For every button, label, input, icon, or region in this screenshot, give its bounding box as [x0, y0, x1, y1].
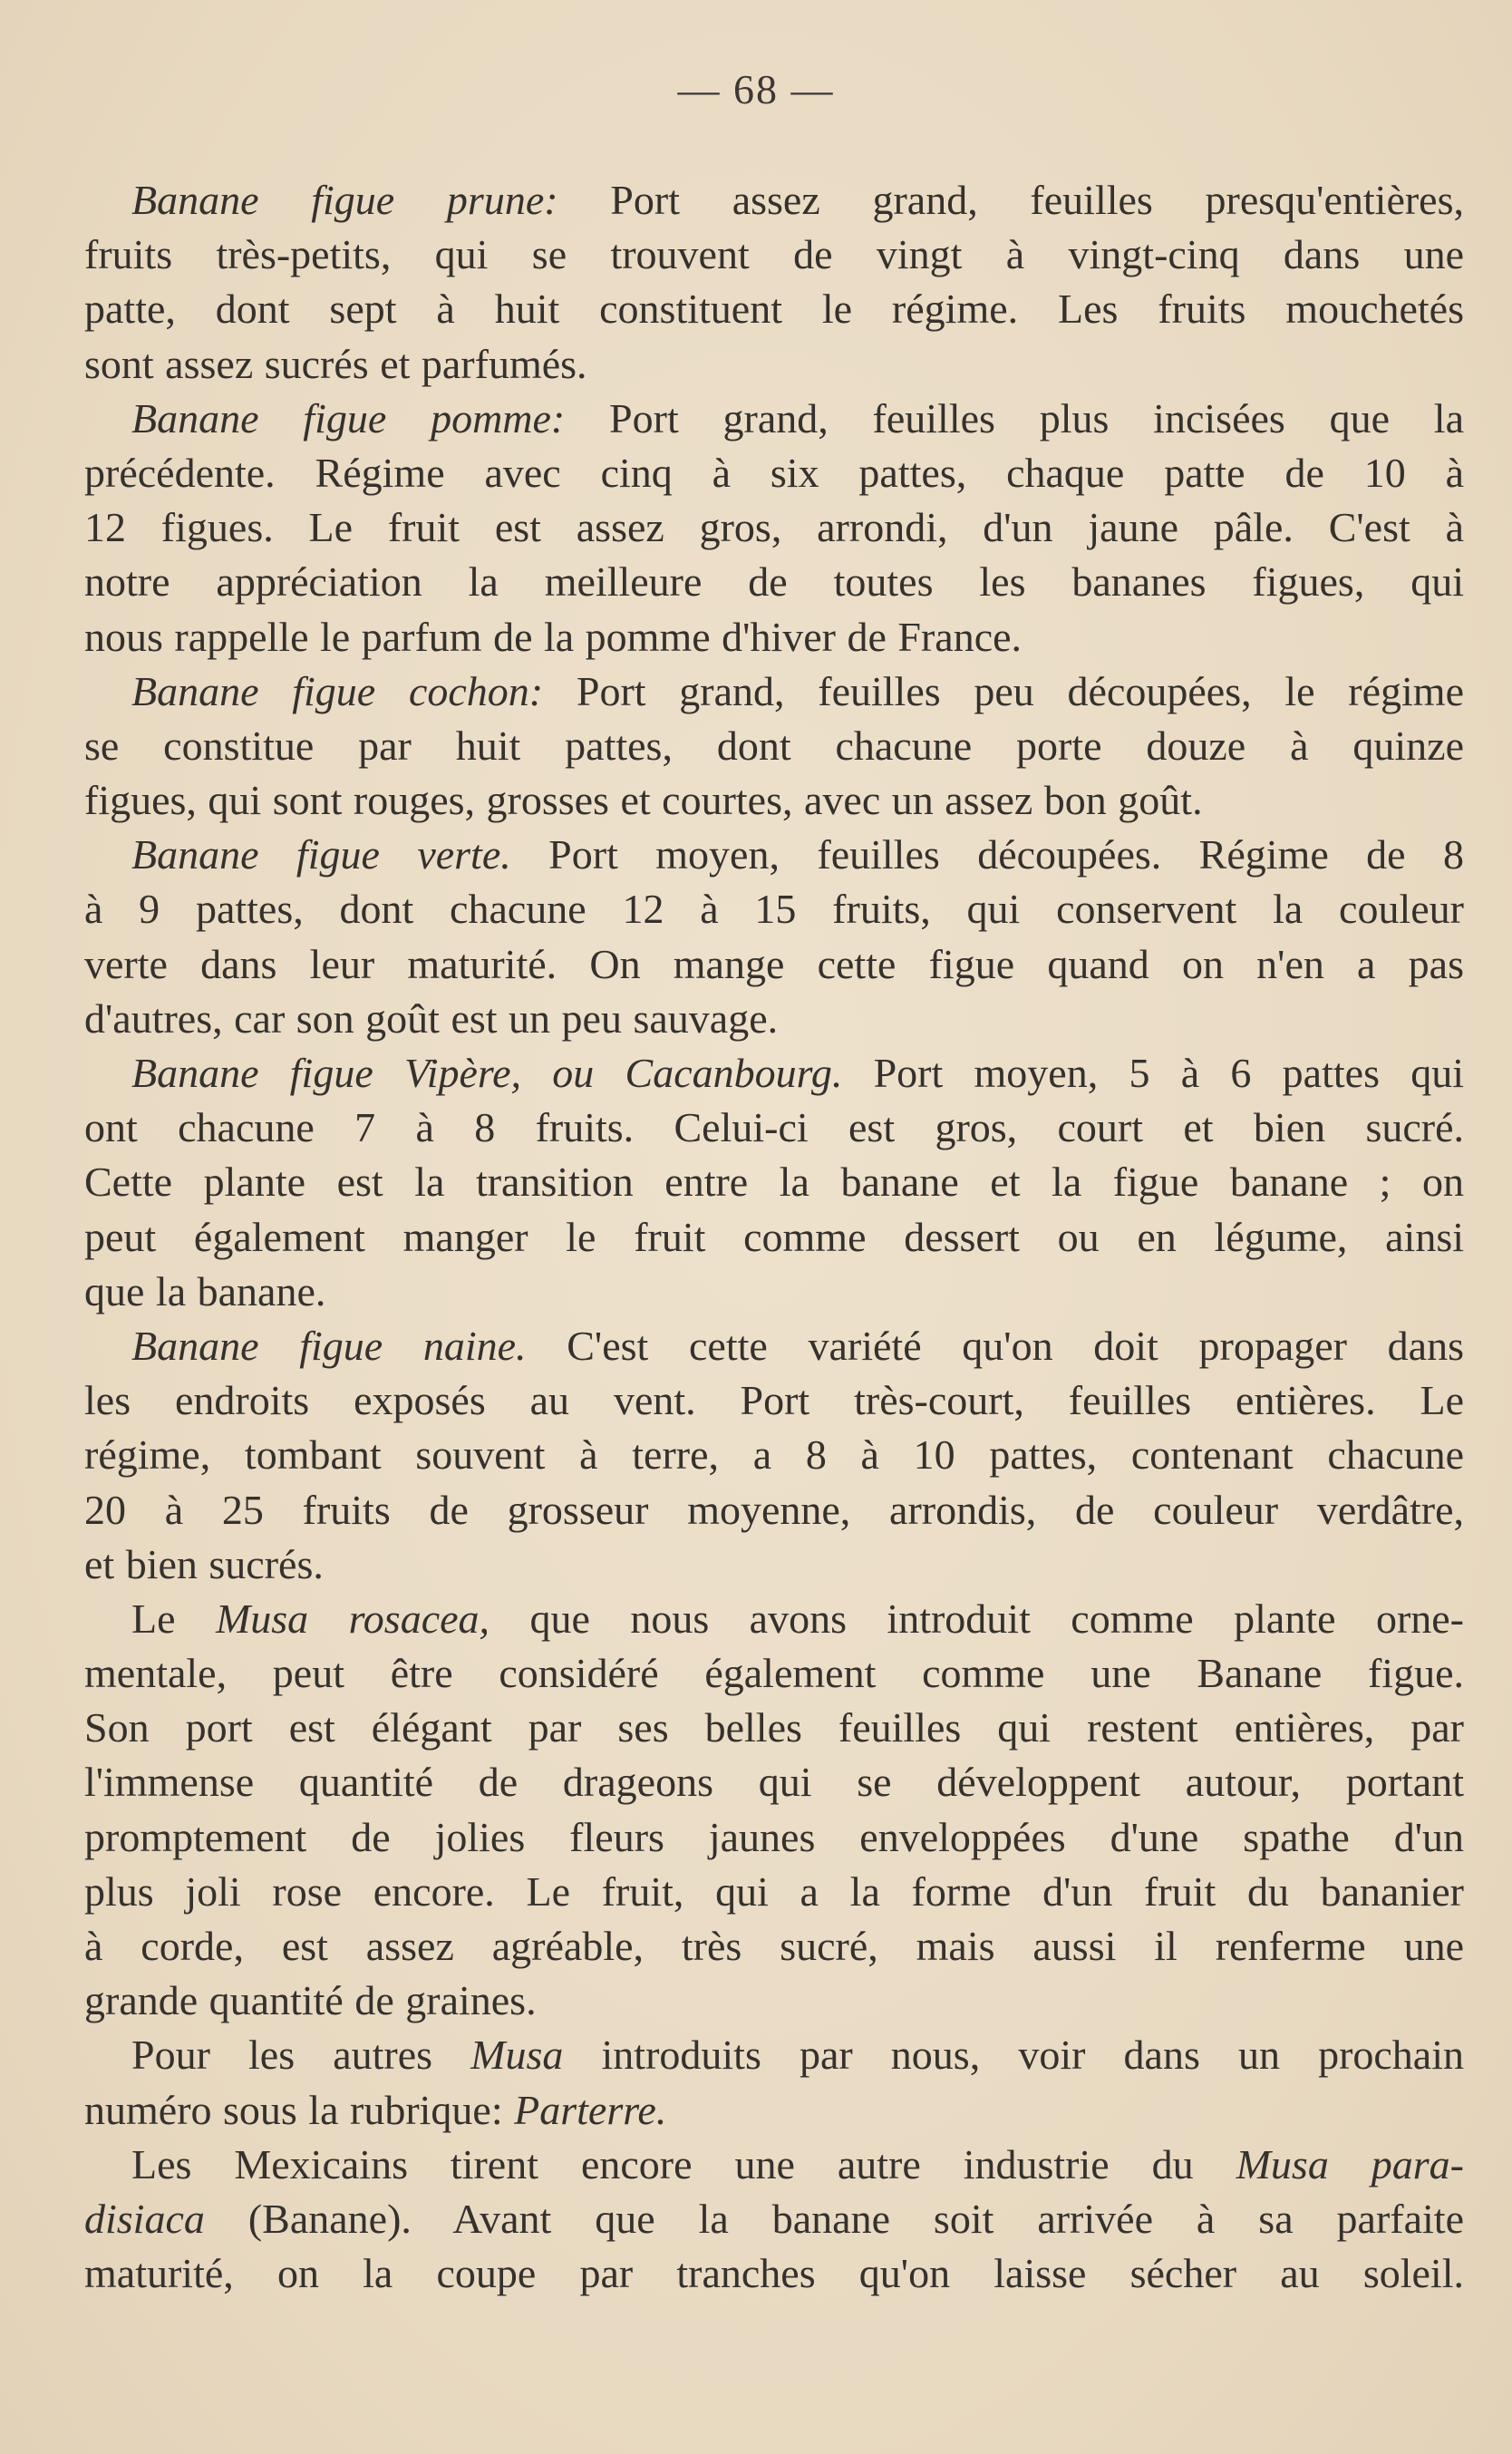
text-segment: Port moyen, 5 à 6 pattes qui [842, 1050, 1465, 1096]
text-line [84, 1537, 1464, 1592]
text-segment: plus joli rose encore. Le fruit, qui a la forme d'un fruit du bananier [84, 1867, 1464, 1915]
text-line [84, 1755, 1464, 1809]
text-line [84, 773, 1464, 828]
paragraph [84, 1319, 1464, 1592]
text-segment: nous rappelle le parfum de la pomme d'hiver de France. [84, 613, 1023, 660]
text-segment: à corde, est assez agréable, très sucré, mais aussi il renferme une [84, 1923, 1464, 1969]
text-line [84, 1319, 1464, 1373]
text-segment: 20 à 25 fruits de grosseur moyenne, arrondis, de couleur verdâtre, [84, 1486, 1464, 1533]
text-line [84, 500, 1464, 555]
text-segment: Son port est élégant par ses belles feuilles qui restent entières, par [84, 1704, 1464, 1751]
text-segment: Le [131, 1595, 216, 1642]
text-line [84, 828, 1464, 882]
text-line [84, 173, 1464, 228]
text-line [84, 1701, 1464, 1755]
text-line [84, 1646, 1464, 1701]
text-segment: fruits très-petits, qui se trouvent de vingt à vingt-cinq dans une [84, 231, 1464, 278]
text-line [84, 1974, 1464, 2028]
text-segment: patte, dont sept à huit constituent le régime. Les fruits mouchetés [84, 286, 1464, 333]
italic-text: Banane figue cochon: [131, 667, 544, 714]
text-segment: mentale, peut être considéré également comme une Banane figue. [84, 1650, 1464, 1697]
text-segment: 12 figues. Le fruit est assez gros, arrondi, d'un jaune pâle. C'est à [84, 504, 1464, 551]
text-line [84, 446, 1464, 500]
paragraph [84, 392, 1464, 664]
text-segment: introduits par nous, voir dans un prochain [563, 2032, 1464, 2079]
text-line [84, 1810, 1464, 1865]
text-segment: numéro sous la rubrique: [84, 2086, 515, 2133]
text-segment: d'autres, car son goût est un peu sauvage. [84, 994, 779, 1042]
text-segment: et bien sucrés. [84, 1540, 324, 1587]
text-segment: Cette plante est la transition entre la banane et la figue banane ; on [84, 1159, 1464, 1206]
text-segment: ont chacune 7 à 8 fruits. Celui-ci est gros, court et bien sucré. [84, 1104, 1464, 1151]
text-line [84, 1265, 1464, 1319]
paragraph [84, 2138, 1464, 2302]
text-line [84, 1155, 1464, 1209]
paragraph [84, 828, 1464, 1046]
text-segment: promptement de jolies fleurs jaunes enveloppées d'une spathe d'un [84, 1813, 1464, 1860]
text-segment: les endroits exposés au vent. Port très-court, feuilles entières. Le [84, 1377, 1464, 1424]
italic-text: Banane figue naine. [131, 1322, 527, 1369]
paragraph [84, 2028, 1464, 2137]
text-segment: Pour les autres [131, 2032, 471, 2079]
italic-text: Musa rosacea, [215, 1595, 490, 1642]
text-segment: Port assez grand, feuilles presqu'entières, [557, 177, 1464, 223]
text-segment: l'immense quantité de drageons qui se développent autour, portant [84, 1759, 1464, 1806]
text-line [84, 1046, 1464, 1101]
text-line [84, 1210, 1464, 1265]
text-line [84, 1919, 1464, 1974]
body-text [84, 173, 1464, 2301]
text-line [84, 664, 1464, 719]
text-line [84, 937, 1464, 992]
text-segment: sont assez sucrés et parfumés. [84, 340, 587, 387]
page-number: — 68 — [677, 66, 835, 112]
text-segment: Les Mexicains tirent encore une autre industrie du [131, 2140, 1236, 2187]
text-segment: à 9 pattes, dont chacune 12 à 15 fruits, qui conservent la couleur [84, 886, 1464, 933]
text-line [84, 1428, 1464, 1482]
text-segment: Port grand, feuilles peu découpées, le régime [543, 667, 1464, 714]
text-line [84, 2192, 1464, 2246]
text-line [84, 719, 1464, 773]
paragraph [84, 664, 1464, 829]
text-segment: régime, tombant souvent à terre, a 8 à 10 pattes, contenant chacune [84, 1431, 1464, 1479]
italic-text: Musa [470, 2032, 564, 2079]
text-line [84, 555, 1464, 609]
italic-text: Musa para- [1236, 2140, 1464, 2187]
text-line [84, 882, 1464, 936]
text-line [84, 610, 1464, 664]
text-segment: verte dans leur maturité. On mange cette figue quand on n'en a pas [84, 940, 1464, 987]
text-segment: notre appréciation la meilleure de toutes les bananes figues, qui [84, 558, 1464, 606]
italic-text: Banane figue pomme: [131, 394, 566, 441]
text-segment: figues, qui sont rouges, grosses et courtes, avec un assez bon goût. [84, 777, 1203, 824]
text-segment: se constitue par huit pattes, dont chacune porte douze à quinze [84, 722, 1464, 769]
text-line [84, 1373, 1464, 1428]
text-segment: peut également manger le fruit comme dessert ou en légume, ainsi [84, 1213, 1464, 1260]
text-segment: maturité, on la coupe par tranches qu'on laisse sécher au soleil. [84, 2250, 1464, 2297]
text-line [84, 228, 1464, 282]
text-line [84, 2246, 1464, 2301]
text-line [84, 282, 1464, 336]
text-segment: précédente. Régime avec cinq à six pattes, chaque patte de 10 à [84, 449, 1464, 496]
text-segment: que nous avons introduit comme plante orne- [489, 1595, 1465, 1642]
italic-text: Banane figue Vipère, ou Cacanbourg. [131, 1050, 843, 1096]
paragraph [84, 1046, 1464, 1319]
text-segment: que la banane. [84, 1267, 326, 1314]
text-line [84, 2028, 1464, 2082]
text-line [84, 392, 1464, 446]
text-segment: Port grand, feuilles plus incisées que la [565, 394, 1464, 441]
text-segment: Port moyen, feuilles découpées. Régime de 8 [510, 831, 1464, 878]
italic-text: Banane figue prune: [131, 177, 558, 223]
text-line [84, 337, 1464, 392]
text-line [84, 1865, 1464, 1919]
text-line [84, 992, 1464, 1046]
text-segment: (Banane). Avant que la banane soit arrivée à sa parfaite [204, 2195, 1464, 2242]
text-line [84, 2138, 1464, 2192]
italic-text: Banane figue verte. [131, 831, 511, 878]
text-line [84, 1592, 1464, 1646]
italic-text: Parterre. [514, 2086, 667, 2133]
text-segment: C'est cette variété qu'on doit propager dans [526, 1322, 1464, 1369]
text-line [84, 1101, 1464, 1155]
text-segment: grande quantité de graines. [84, 1977, 537, 2024]
paragraph [84, 1592, 1464, 2029]
italic-text: disiaca [84, 2195, 205, 2242]
text-line [84, 1483, 1464, 1537]
paragraph [84, 173, 1464, 392]
text-line [84, 2083, 1464, 2138]
